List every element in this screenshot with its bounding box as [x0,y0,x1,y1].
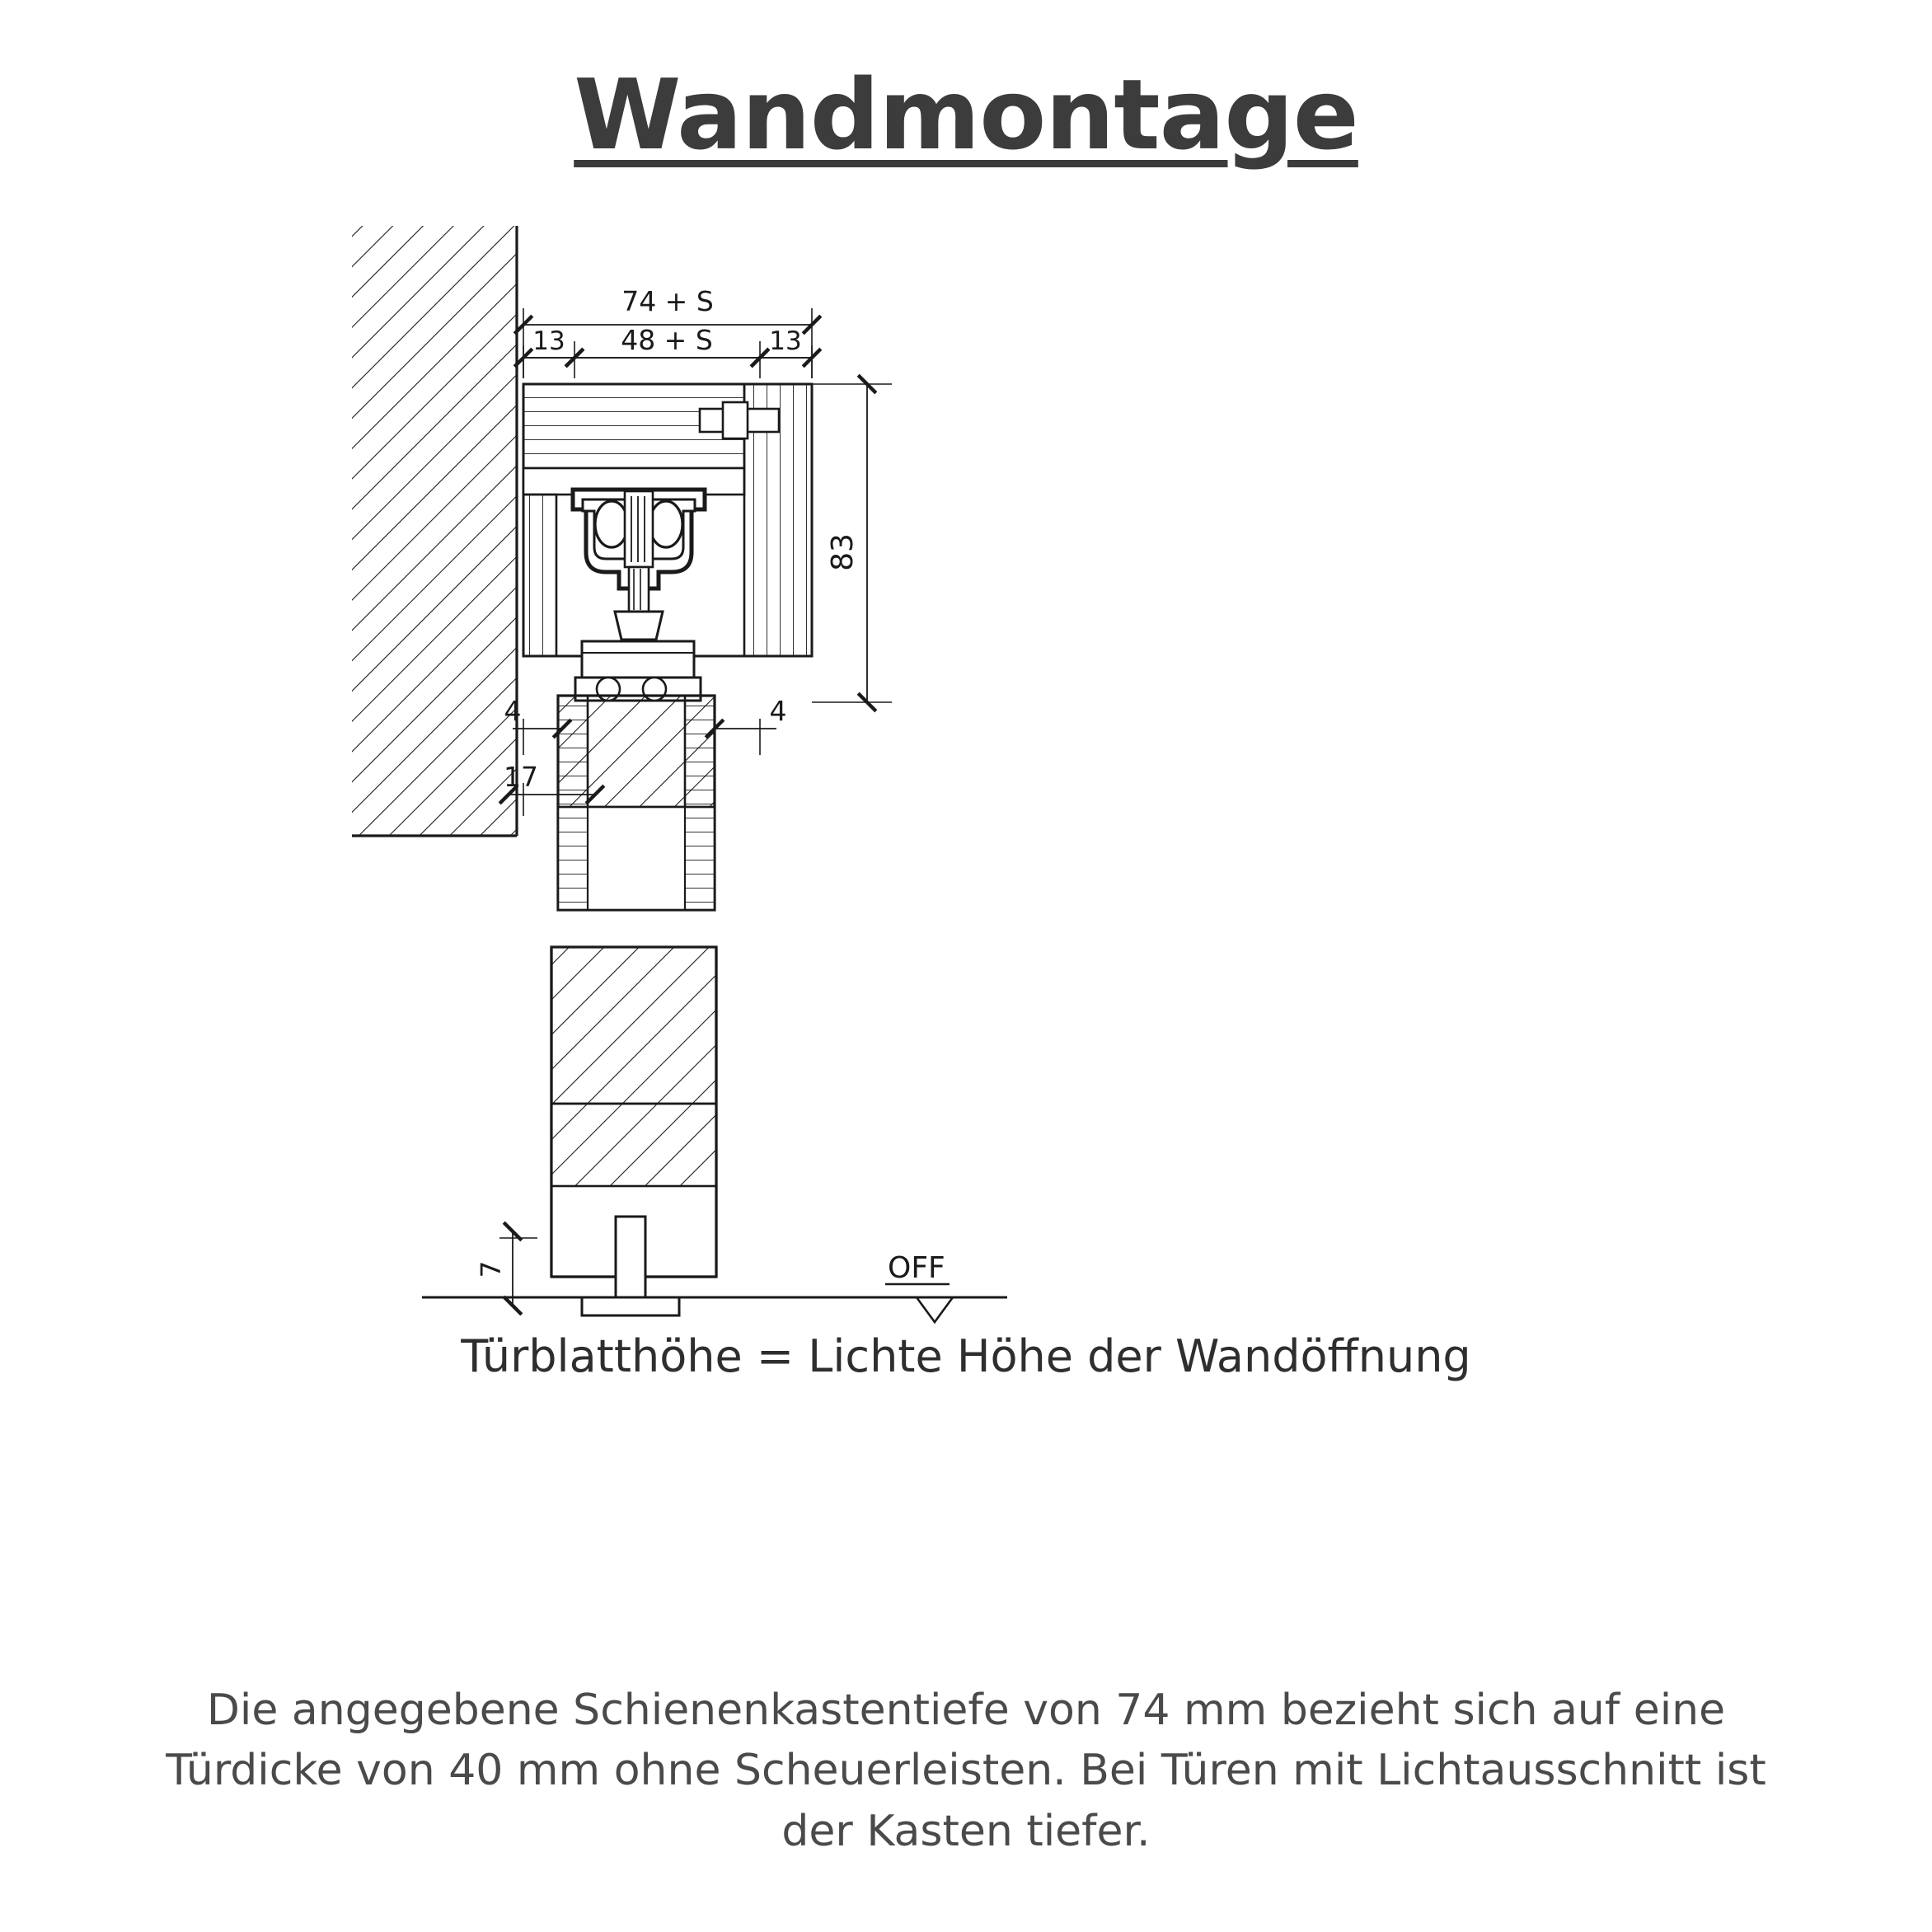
dim-4-left-label: 4 [504,695,522,727]
technical-drawing-container [0,201,1932,1569]
dim-83-label: 83 [826,533,860,571]
section-drawing [265,201,1667,1553]
caption-line-1: Die angegebene Schienenkastentiefe von 74 mm bezieht sich auf eine [206,1685,1726,1735]
dim-13-left-label: 13 [532,326,565,356]
off-level-marker [885,1251,953,1322]
upper-door-leaf [558,696,715,910]
dim-17-label: 17 [504,761,538,793]
wall-section [352,226,517,836]
dimension-7 [475,1231,537,1306]
dim-74-s-label: 74 + S [621,285,714,317]
dimension-4-right [715,695,787,755]
dim-7-label: 7 [475,1260,507,1278]
dim-13-right-label: 13 [769,326,802,356]
page-title: Wandmontage [574,58,1358,171]
caption-text [0,1681,1932,1863]
off-label: OFF [888,1251,945,1285]
dimension-83 [812,384,892,702]
caption-line-3: der Kasten tiefer. [781,1807,1151,1857]
drawing-subcaption: Türblatthöhe = Lichte Höhe der Wandöffnung [461,1330,1471,1382]
caption-line-2: Türdicke von 40 mm ohne Scheuerleisten. Bei Türen mit Lichtausschnitt ist [166,1746,1766,1796]
dim-4-right-label: 4 [769,695,787,727]
carriage-bracket [575,641,701,701]
dim-48-s-label: 48 + S [621,324,713,356]
dimension-row-segments [523,324,812,378]
